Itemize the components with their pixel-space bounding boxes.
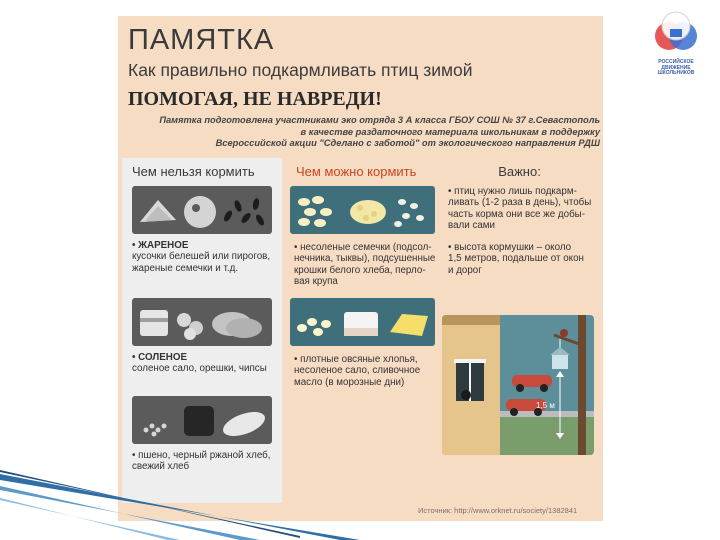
poster-subtitle: Как правильно подкармливать птиц зимой [128, 60, 473, 80]
salty-food-image [132, 298, 272, 346]
column-good-header: Чем можно кормить [296, 164, 417, 179]
bad-item-grain: • пшено, черный ржаной хлеб, свежий хлеб [132, 450, 271, 473]
oats-fat-butter-image [290, 298, 435, 346]
grain-bread-image [132, 396, 272, 444]
good-item-oats: • плотные овсяные хлопья, несоленое сало, сливочное масло (в морозные дни) [294, 354, 421, 388]
memo-poster [118, 16, 603, 521]
rdsh-logo-icon [646, 10, 706, 60]
bad-item-keyword: • СОЛЕНОЕ [132, 352, 187, 363]
bad-item-fried: • ЖАРЕНОЕ кусочки белешей или пирогов, жареные семечки и т.д. [132, 240, 271, 274]
source-credit: Источник: http://www.orknet.ru/society/1382841 [418, 506, 578, 515]
memo-line: Всероссийской акции "Сделано с заботой" от экологического направления РДШ [215, 138, 600, 149]
seeds-image [290, 186, 435, 234]
rdsh-logo [646, 10, 706, 80]
feeder-height-illustration [442, 315, 594, 455]
memo-line: в качестве раздаточного материала школьникам в поддержку [300, 126, 600, 137]
important-height-note: • высота кормушки – около 1,5 метров, подальше от окон и дорог [448, 242, 584, 276]
fried-food-image [132, 186, 272, 234]
logo-text-bottom: ДВИЖЕНИЕ ШКОЛЬНИКОВ [657, 65, 695, 76]
important-feeding-note: • птиц нужно лишь подкарм- ливать (1-2 раза в день), чтобы часть корма они все же добы- вали сами [448, 186, 592, 232]
memo-line: Памятка подготовлена участниками эко отряда 3 А класса ГБОУ СОШ № 37 г.Севастополь [159, 115, 600, 125]
column-important [438, 158, 601, 503]
logo-text-top: РОССИЙСКОЕ [658, 59, 694, 65]
height-label: 1,5 м [536, 401, 555, 410]
poster-slogan: ПОМОГАЯ, НЕ НАВРЕДИ! [128, 88, 382, 110]
good-item-seeds: • несоленые семечки (подсол- нечника, тыквы), подсушенные крошки белого хлеба, перло- вая крупа [294, 242, 436, 288]
memo-credits [128, 115, 600, 150]
column-bad-header: Чем нельзя кормить [132, 164, 255, 179]
poster-title: ПАМЯТКА [128, 24, 275, 56]
bad-item-salty: • СОЛЕНОЕ соленое сало, орешки, чипсы [132, 352, 267, 375]
column-important-header: Важно: [498, 164, 541, 179]
bad-item-keyword: • ЖАРЕНОЕ [132, 240, 189, 251]
slide-decoration [0, 450, 360, 540]
